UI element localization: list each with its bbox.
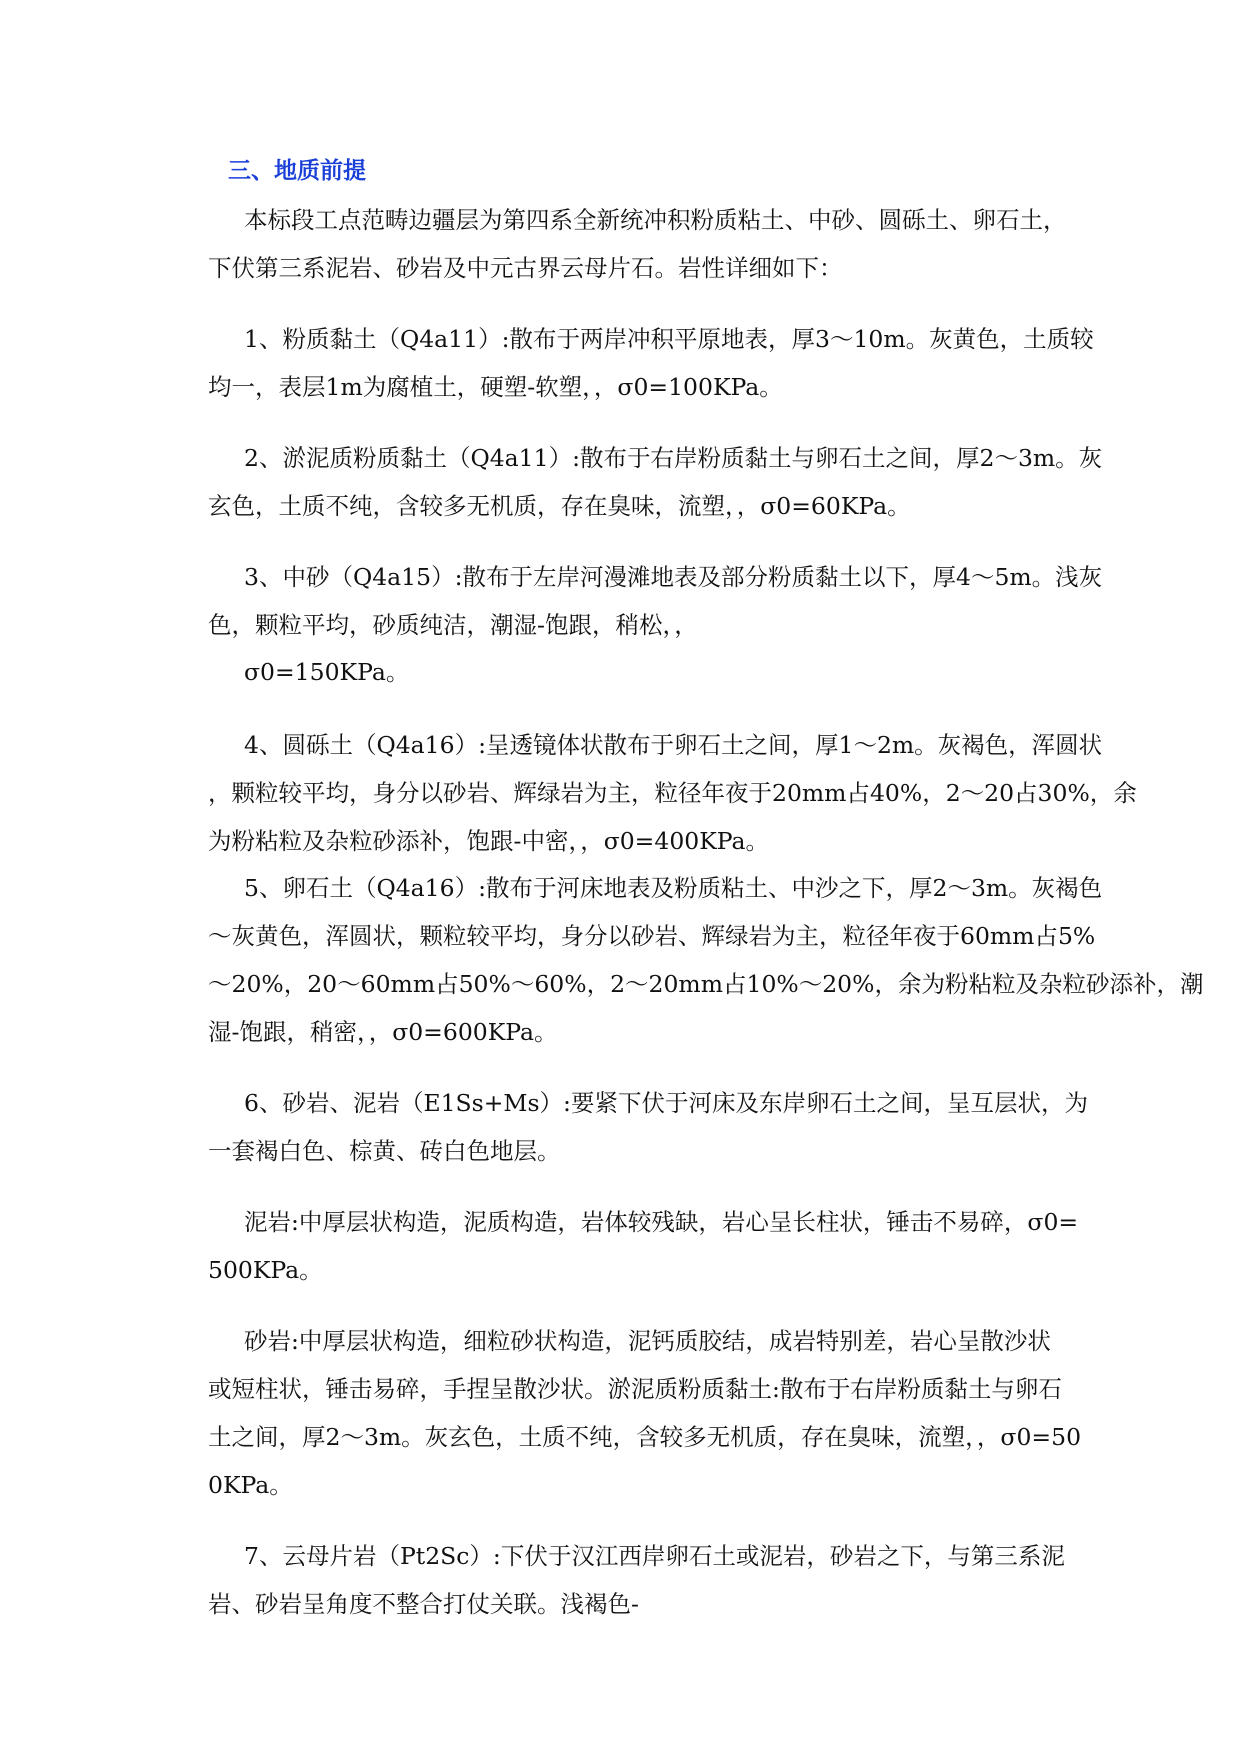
- paragraph-line: 或短柱状，锤击易碎，手捏呈散沙状。淤泥质粉质黏土:散布于右岸粉质黏土与卵石: [208, 1375, 1062, 1403]
- paragraph-line: 7、云母片岩（Pt2Sc）:下伏于汉江西岸卵石土或泥岩，砂岩之下，与第三系泥: [244, 1542, 1065, 1570]
- paragraph-line: 土之间，厚2～3m。灰玄色，土质不纯，含较多无机质，存在臭味，流塑，，σ0=50: [208, 1423, 1082, 1451]
- paragraph-line: 3、中砂（Q4a15）:散布于左岸河漫滩地表及部分粉质黏土以下，厚4～5m。浅灰: [244, 563, 1103, 591]
- paragraph-line: ～20%，20～60mm占50%～60%，2～20mm占10%～20%，余为粉粘粒及杂粒砂添补，潮: [208, 970, 1204, 998]
- paragraph-line: 6、砂岩、泥岩（E1Ss+Ms）:要紧下伏于河床及东岸卵石土之间，呈互层状，为: [244, 1089, 1088, 1117]
- paragraph-line: ，颗粒较平均，身分以砂岩、辉绿岩为主，粒径年夜于20mm占40%，2～20占30%，余: [208, 779, 1137, 807]
- paragraph-item-5: [208, 864, 1204, 1056]
- paragraph-intro: [208, 196, 1120, 292]
- paragraph-line: 0KPa。: [208, 1471, 293, 1499]
- paragraph-line: 砂岩:中厚层状构造，细粒砂状构造，泥钙质胶结，成岩特别差，岩心呈散沙状: [244, 1327, 1051, 1355]
- paragraph-line: 均一，表层1m为腐植土，硬塑-软塑，，σ0=100KPa。: [208, 373, 783, 401]
- paragraph-line: 泥岩:中厚层状构造，泥质构造，岩体较残缺，岩心呈长柱状，锤击不易碎，σ0=: [244, 1208, 1079, 1236]
- paragraph-item-7: [208, 1532, 1120, 1628]
- paragraph-line: 为粉粘粒及杂粒砂添补，饱跟-中密，，σ0=400KPa。: [208, 827, 770, 855]
- paragraph-item-6: [208, 1079, 1120, 1175]
- paragraph-line: 玄色，土质不纯，含较多无机质，存在臭味，流塑，，σ0=60KPa。: [208, 492, 911, 520]
- paragraph-item-2: [208, 434, 1120, 530]
- paragraph-line: 湿-饱跟，稍密，，σ0=600KPa。: [208, 1018, 558, 1046]
- paragraph-line: 4、圆砾土（Q4a16）:呈透镜体状散布于卵石土之间，厚1～2m。灰褐色，浑圆状: [244, 731, 1103, 759]
- paragraph-line: ～灰黄色，浑圆状，颗粒较平均，身分以砂岩、辉绿岩为主，粒径年夜于60mm占5%: [208, 922, 1096, 950]
- paragraph-item-3: [208, 553, 1120, 649]
- paragraph-line: 2、淤泥质粉质黏土（Q4a11）:散布于右岸粉质黏土与卵石土之间，厚2～3m。灰: [244, 444, 1103, 472]
- paragraph-line: 5、卵石土（Q4a16）:散布于河床地表及粉质粘土、中沙之下，厚2～3m。灰褐色: [244, 874, 1103, 902]
- section-heading: 三、地质前提: [228, 158, 366, 184]
- paragraph-line: 1、粉质黏土（Q4a11）:散布于两岸冲积平原地表，厚3～10m。灰黄色，土质较: [244, 325, 1094, 353]
- paragraph-line: 本标段工点范畴边疆层为第四系全新统冲积粉质粘土、中砂、圆砾土、卵石土，: [244, 206, 1067, 234]
- paragraph-item-4: [208, 721, 1137, 865]
- paragraph-item-1: [208, 315, 1120, 411]
- paragraph-line: 500KPa。: [208, 1256, 323, 1284]
- paragraph-line: 一套褐白色、棕黄、砖白色地层。: [208, 1137, 561, 1165]
- paragraph-line: 色，颗粒平均，砂质纯洁，潮湿-饱跟，稍松，，: [208, 611, 698, 639]
- paragraph-line: 下伏第三系泥岩、砂岩及中元古界云母片石。岩性详细如下：: [208, 254, 843, 282]
- paragraph-item-3-value: [208, 648, 1120, 696]
- paragraph-mudstone: [208, 1198, 1120, 1294]
- paragraph-line: 岩、砂岩呈角度不整合打仗关联。浅褐色-: [208, 1590, 639, 1618]
- paragraph-sandstone: [208, 1317, 1120, 1509]
- paragraph-line: σ0=150KPa。: [244, 658, 410, 686]
